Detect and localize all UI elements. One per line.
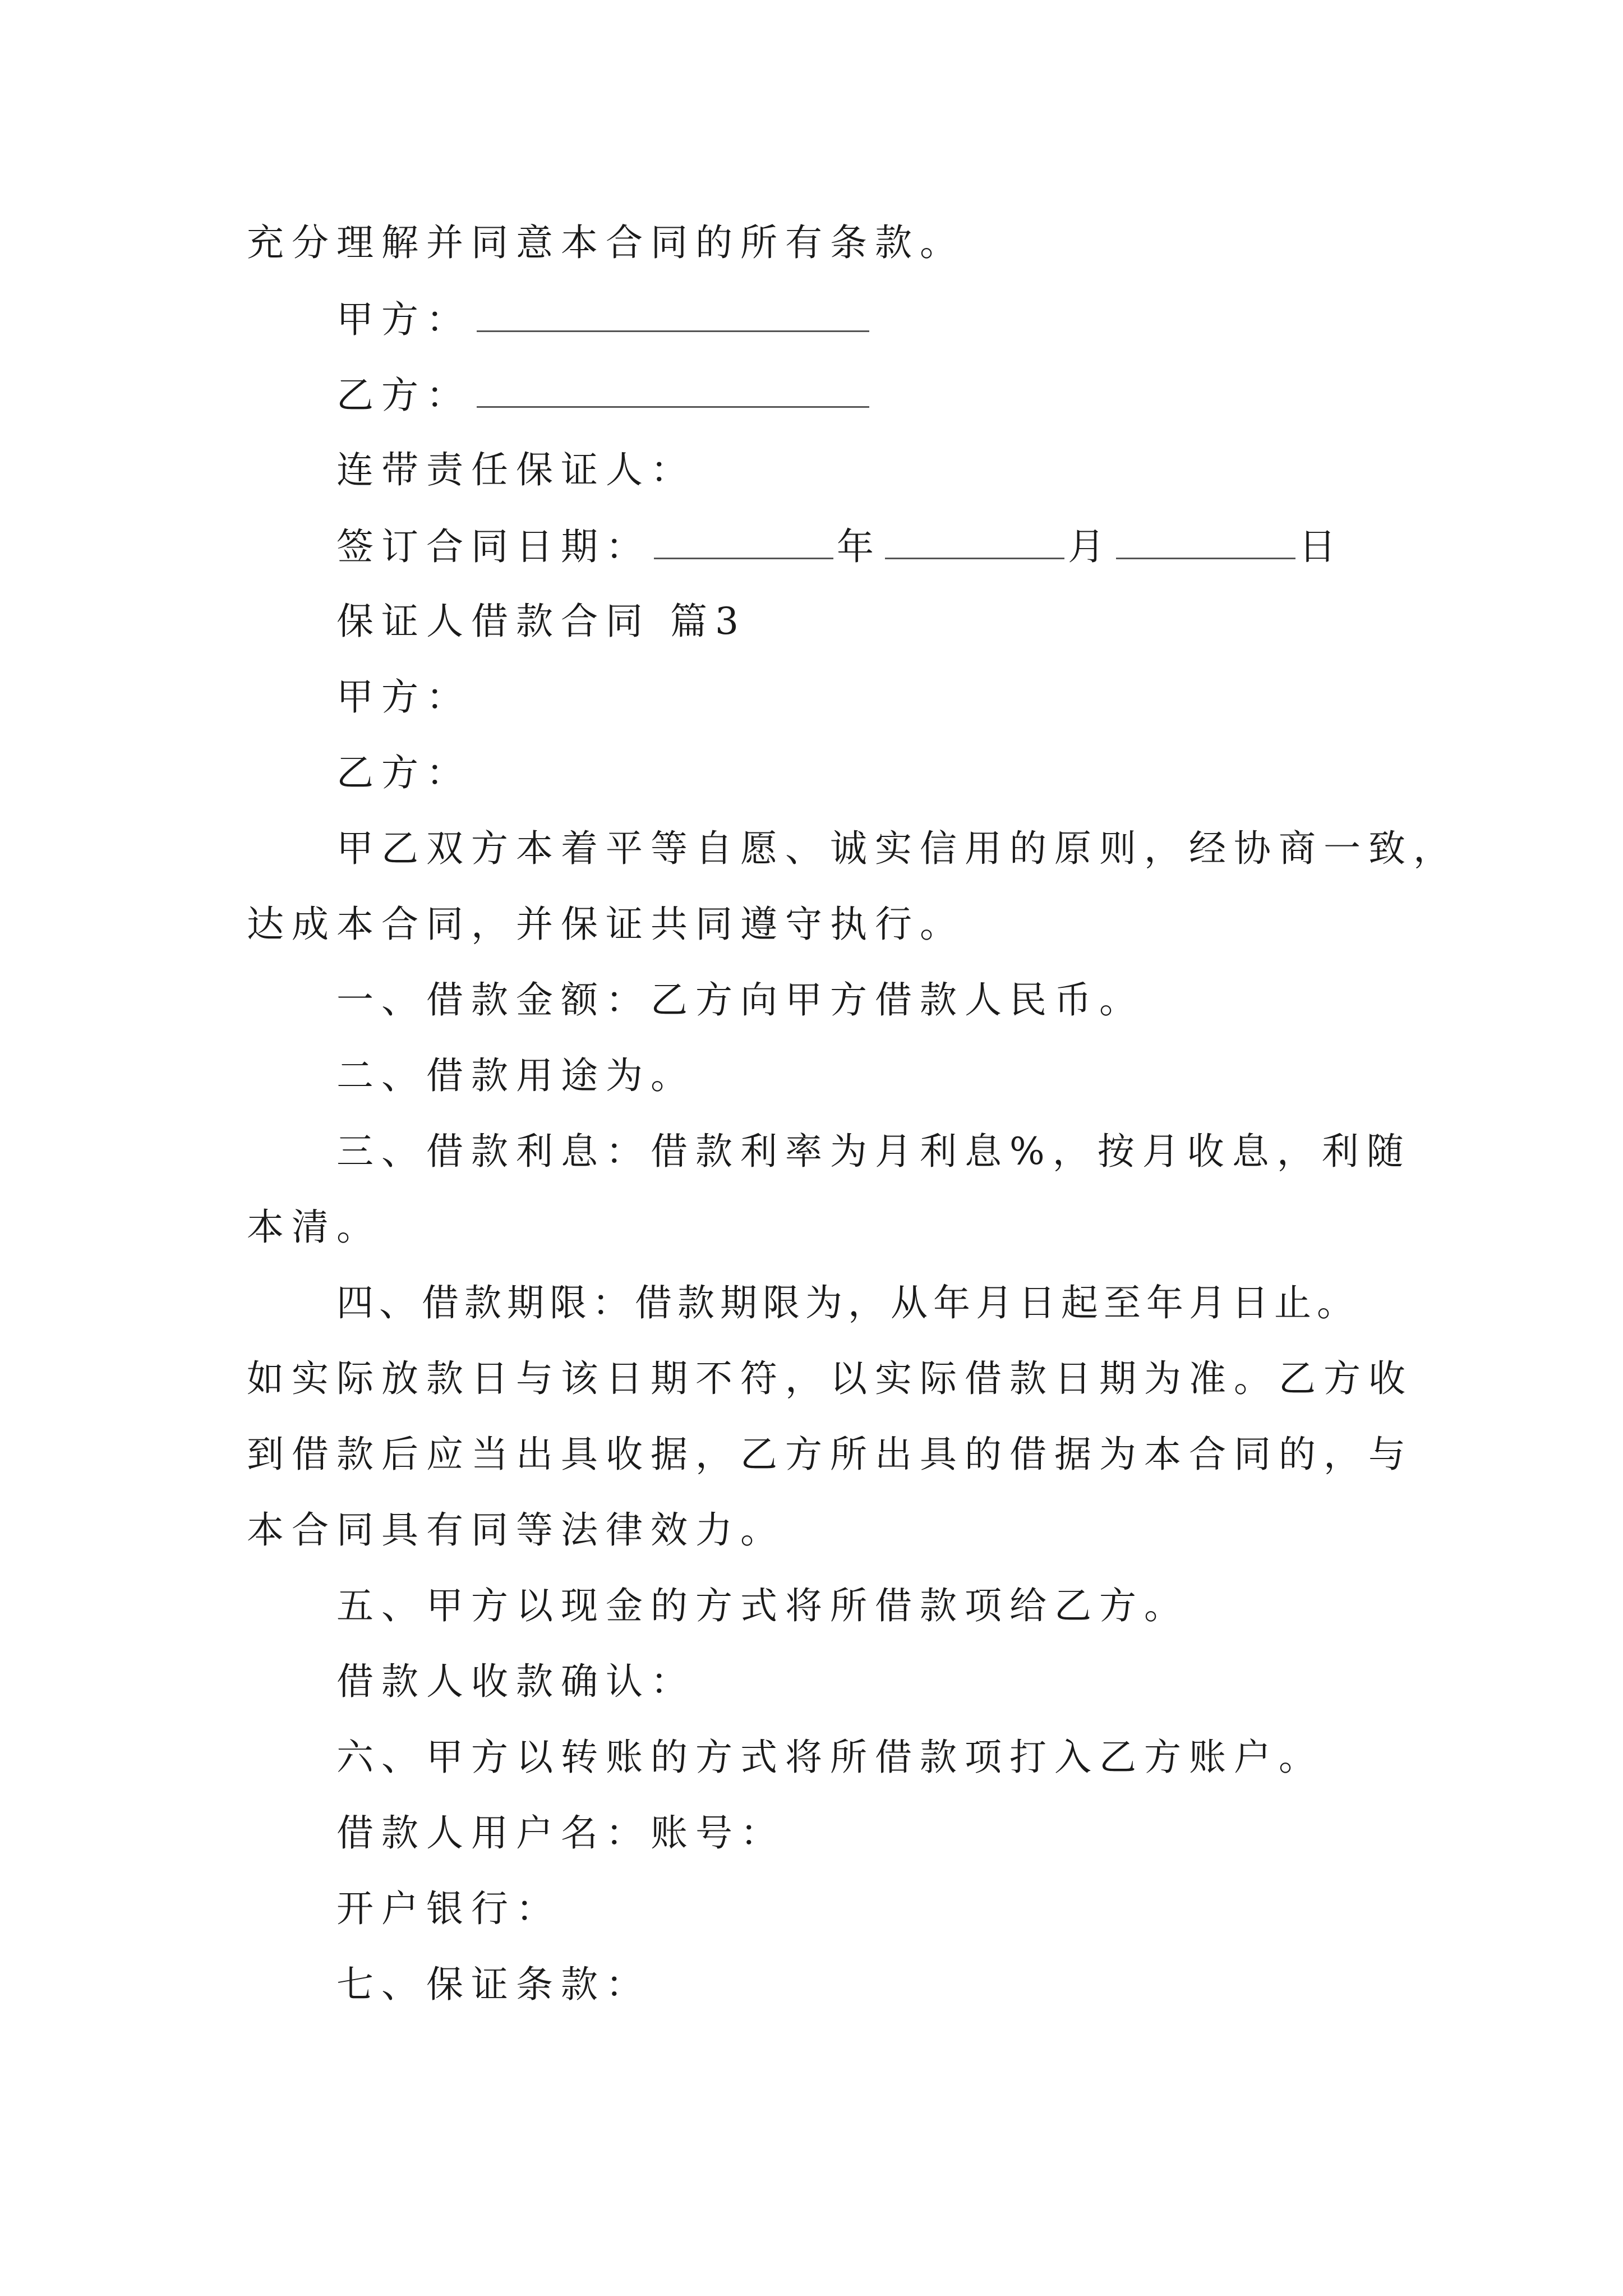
clause-4: 四、借款期限：借款期限为，从年月日起至年月日止。 [336, 1281, 1359, 1324]
clause-2: 二、借款用途为。 [336, 1054, 695, 1097]
day-blank [1116, 527, 1295, 559]
day-label: 日 [1299, 525, 1344, 568]
borrower-account-line: 借款人用户名：账号： [336, 1811, 785, 1855]
clause-4-continued: 本合同具有同等法律效力。 [247, 1508, 785, 1552]
party-b-blank [477, 376, 869, 408]
text-line: 充分理解并同意本合同的所有条款。 [247, 221, 965, 264]
borrower-receipt-confirmation: 借款人收款确认： [336, 1660, 695, 1703]
party-a-label: 甲方： [336, 298, 471, 341]
clause-5: 五、甲方以现金的方式将所借款项给乙方。 [336, 1584, 1189, 1627]
paragraph-line: 甲乙双方本着平等自愿、诚实信用的原则，经协商一致， [336, 827, 1458, 870]
year-blank [654, 527, 833, 559]
party-b-signature-line [336, 374, 869, 417]
clause-3: 三、借款利息：借款利率为月利息%，按月收息，利随 [336, 1130, 1412, 1173]
paragraph-line: 达成本合同，并保证共同遵守执行。 [247, 903, 965, 946]
month-label: 月 [1068, 525, 1113, 568]
bank-line: 开户银行： [336, 1887, 561, 1930]
party-a-signature-line [336, 298, 869, 341]
section-heading: 保证人借款合同 篇3 [336, 600, 746, 643]
clause-3-continued: 本清。 [247, 1205, 381, 1249]
clause-6: 六、甲方以转账的方式将所借款项打入乙方账户。 [336, 1736, 1324, 1779]
clause-4-continued: 如实际放款日与该日期不符，以实际借款日期为准。乙方收 [247, 1357, 1413, 1400]
signing-date-line [336, 525, 1344, 568]
party-a-label: 甲方： [336, 675, 471, 719]
year-label: 年 [837, 525, 882, 568]
party-a-blank [477, 300, 869, 332]
guarantor-label: 连带责任保证人： [336, 448, 695, 491]
clause-1: 一、借款金额：乙方向甲方借款人民币。 [336, 978, 1144, 1022]
month-blank [885, 527, 1064, 559]
party-b-label: 乙方： [336, 374, 471, 417]
signing-date-label: 签订合同日期： [336, 525, 651, 568]
party-b-label: 乙方： [336, 751, 471, 794]
clause-4-continued: 到借款后应当出具收据，乙方所出具的借据为本合同的，与 [247, 1433, 1413, 1476]
clause-7: 七、保证条款： [336, 1963, 651, 2006]
